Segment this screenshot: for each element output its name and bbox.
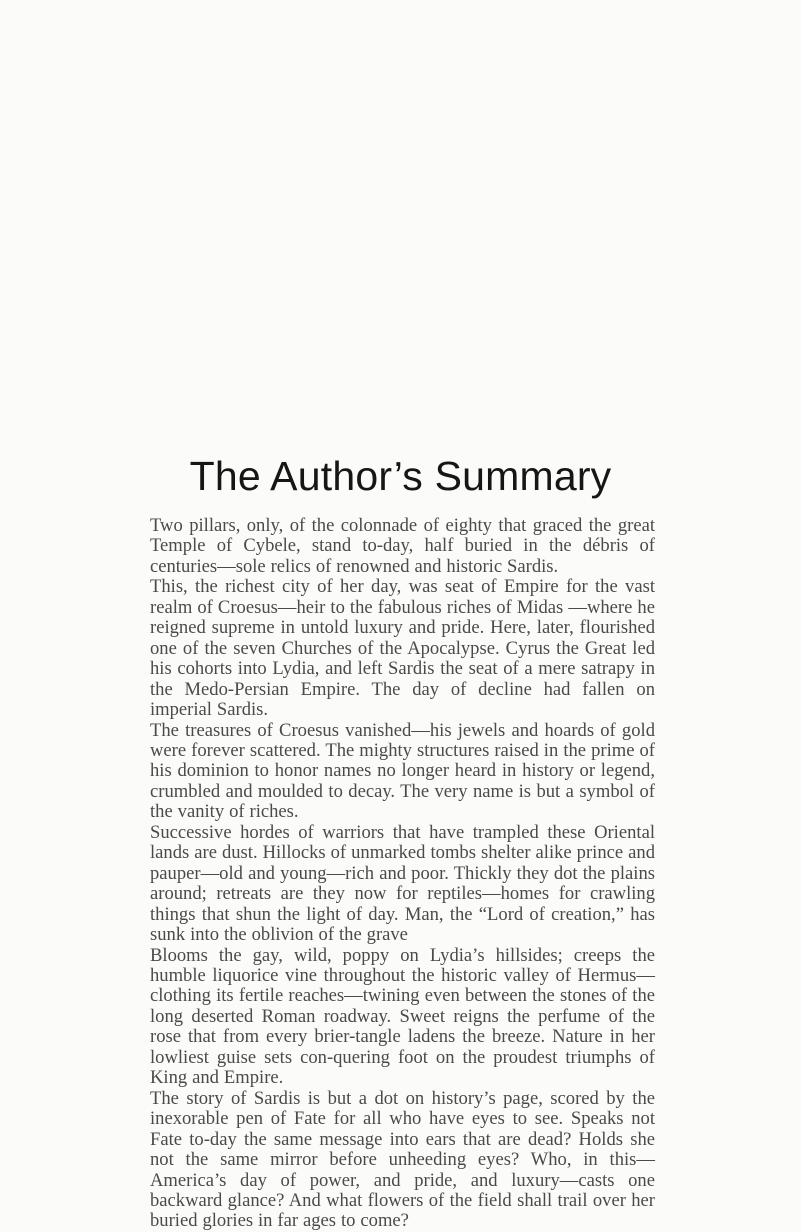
paragraph: Successive hordes of warriors that have trampled these Oriental lands are dust. Hillocks of unmarked tombs shelter alike prince and pauper—old and young—rich and poor. Thickly they dot the plains around; retreats are they now for reptiles—homes for crawling things that shun the light of day. Man, the “Lord of creation,” has sunk into the oblivion of the grave [150,821,655,946]
paragraph: The story of Sardis is but a dot on history’s page, scored by the inexorable pen of Fate for all who have eyes to see. Speaks not Fate to-day the same message into ears that are dead? Holds she not the same mirror before unheeding eyes? Who, in this—America’s day of power, and pride, and luxury—casts one backward glance? And what flowers of the field shall trail over her buried glories in far ages to come? [150,1087,655,1232]
paragraph: This, the richest city of her day, was seat of Empire for the vast realm of Croesus—heir to the fabulous riches of Midas —where he reigned supreme in untold luxury and pride. Here, later, flourished one of the seven Churches of the Apocalypse. Cyrus the Great led his cohorts into Lydia, and left Sardis the seat of a mere satrapy in the Medo-Persian Empire. The day of decline had fallen on imperial Sardis. [150,576,655,721]
summary-body [150,516,655,1232]
paragraph: The treasures of Croesus vanished—his jewels and hoards of gold were forever scattered. The mighty structures raised in the prime of his dominion to honor names no longer heard in history or legend, crumbled and moulded to decay. The very name is but a symbol of the vanity of riches. [150,719,655,823]
page-title: The Author’s Summary [189,453,612,499]
paragraph: Blooms the gay, wild, poppy on Lydia’s hillsides; creeps the humble liquorice vine throughout the historic valley of Hermus—clothing its fertile reaches—twining even between the stones of the long deserted Roman roadway. Sweet reigns the perfume of the rose that from every brier-tangle ladens the breeze. Nature in her lowliest guise sets con-quering foot on the proudest triumphs of King and Empire. [150,944,655,1089]
paragraph: Two pillars, only, of the colonnade of eighty that graced the great Temple of Cybele, stand to-day, half buried in the débris of centuries—sole relics of renowned and historic Sardis. [150,515,655,577]
